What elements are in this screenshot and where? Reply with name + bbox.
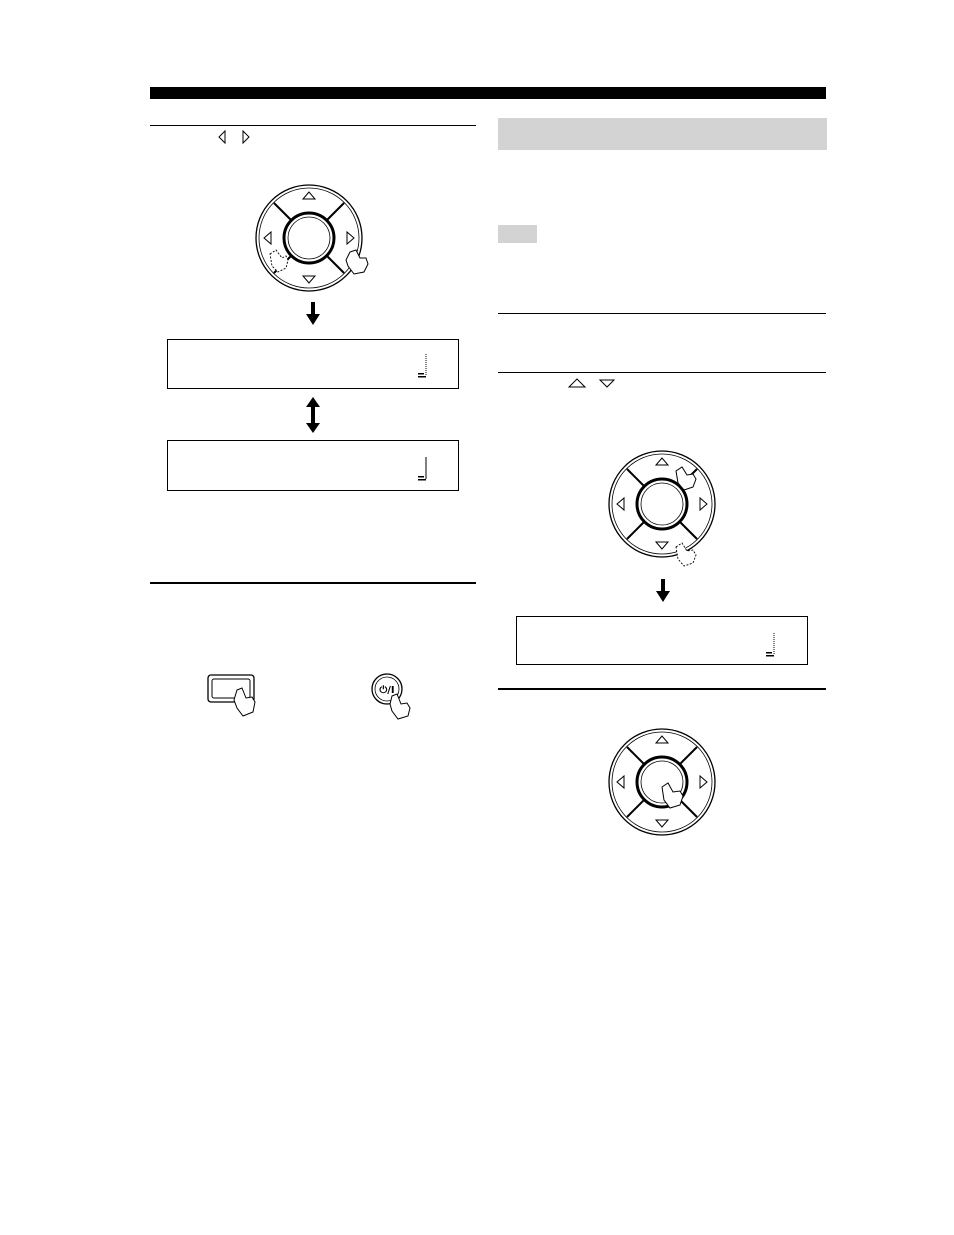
- power-glyph: ⏻/I: [379, 685, 395, 696]
- remote-button-icon[interactable]: [205, 672, 267, 718]
- left-right-arrow-icon: [216, 129, 252, 145]
- display-panel: [167, 339, 459, 389]
- display-panel: [167, 440, 459, 491]
- dpad-icon[interactable]: [252, 182, 372, 294]
- step-divider: [150, 125, 476, 126]
- display-panel: [516, 616, 808, 665]
- up-down-arrow-icon: [566, 377, 618, 391]
- note-tag: [498, 225, 537, 243]
- header-bar: [150, 87, 826, 99]
- step-divider: [498, 372, 826, 373]
- dpad-icon[interactable]: [604, 449, 724, 569]
- level-meter-icon: [417, 354, 429, 378]
- section-heading-bar: [498, 118, 827, 150]
- level-meter-icon: [765, 633, 777, 657]
- step-divider: [498, 688, 826, 690]
- arrow-down-icon: [655, 579, 671, 603]
- arrow-down-icon: [305, 302, 321, 326]
- power-button-icon[interactable]: [368, 672, 420, 720]
- step-divider: [498, 313, 826, 314]
- step-divider: [150, 582, 476, 584]
- dpad-icon[interactable]: [604, 727, 724, 839]
- arrow-up-down-icon: [304, 397, 322, 433]
- level-meter-icon: [417, 457, 429, 481]
